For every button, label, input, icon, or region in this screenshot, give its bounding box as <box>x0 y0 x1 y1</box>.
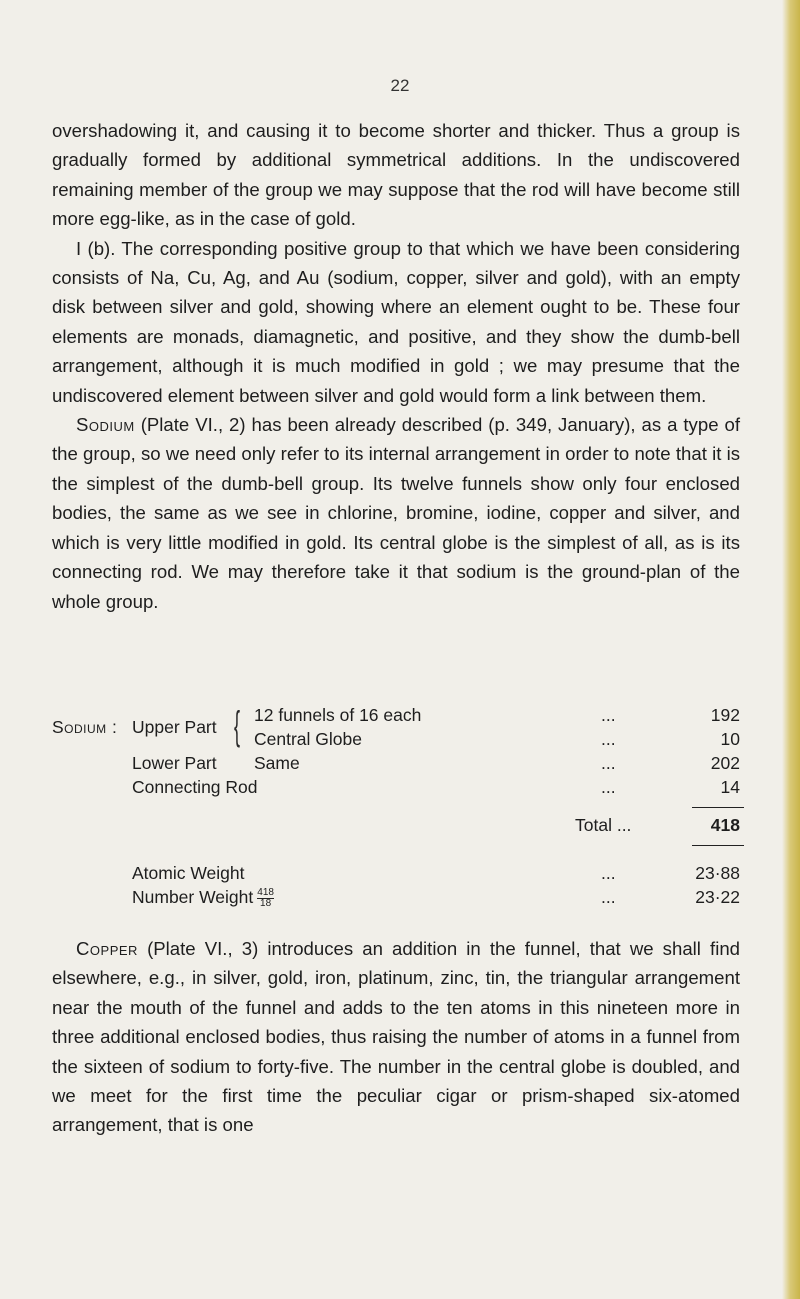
body-text <box>52 116 740 616</box>
connecting-rod-value: 14 <box>720 777 740 797</box>
copper-paragraph-text: (Plate VI., 3) introduces an addition in the funnel, that we shall find elsewhere, e.g., in silver, gold, iron, platinum, zinc, tin, the triangular arrangement near the mouth of the funnel and adds to the ten atoms in this nineteen more in three additional enclosed bodies, thus raising the number of atoms in a funnel from the sixteen of sodium to forty-five. The number in the central globe is doubled, and we meet for the first time the peculiar cigar or prism-shaped six-atomed arrangement, that is one <box>52 938 741 1136</box>
total-label: Total ... <box>575 815 632 835</box>
paragraph-2: I (b). The corresponding positive group to that which we have been considering consists of Na, Cu, Ag, and Au (sodium, copper, silver and gold), with an empty disk between silver and gold, showing where an element ought to be. These four elements are monads, diamagnetic, and positive, and they show the dumb-bell arrangement, although it is much modified in gold ; we may presume that the undiscovered element between silver and gold would form a link between them. <box>52 237 740 406</box>
upper-row-value: 192 <box>710 705 740 725</box>
page-number: 22 <box>390 76 410 95</box>
atomic-weight-label: Atomic Weight <box>132 863 245 883</box>
total-rule-row-2 <box>52 843 752 861</box>
copper-paragraph <box>52 934 740 1140</box>
number-weight-dots: ... <box>601 887 616 907</box>
upper-part-label: Upper Part <box>132 717 217 737</box>
lower-part-sub: Same <box>254 753 300 773</box>
atomic-weight-row <box>52 861 752 885</box>
upper-row-label: Central Globe <box>254 729 362 749</box>
total-rule-bottom <box>692 845 744 846</box>
paragraph-1: overshadowing it, and causing it to become shorter and thicker. Thus a group is gradually formed by additional symmetrical additions. In the undiscovered remaining member of the group we may suppose that the rod will have become still more egg-like, as in the case of gold. <box>52 120 740 230</box>
lower-part-label: Lower Part <box>132 753 217 773</box>
sodium-heading: Sodium <box>76 414 135 436</box>
copper-section <box>52 934 740 1140</box>
lower-part-row <box>52 751 752 775</box>
lower-part-dots: ... <box>601 753 616 773</box>
number-weight-label-wrap <box>132 885 274 909</box>
element-label: Sodium : <box>52 717 118 737</box>
upper-part-block <box>52 703 752 751</box>
atomic-weight-value: 23·88 <box>695 863 740 883</box>
number-weight-value: 23·22 <box>695 887 740 907</box>
total-rule <box>692 807 744 808</box>
sodium-table <box>52 703 752 909</box>
connecting-rod-label: Connecting Rod <box>132 777 258 797</box>
number-weight-label: Number Weight <box>132 887 254 907</box>
fraction-denominator: 18 <box>257 898 274 909</box>
upper-row-dots: ... <box>601 705 616 725</box>
lower-part-value: 202 <box>710 753 740 773</box>
total-value: 418 <box>710 815 740 835</box>
total-rule-row <box>52 799 752 813</box>
connecting-rod-row <box>52 775 752 799</box>
connecting-rod-dots: ... <box>601 777 616 797</box>
fraction-numerator: 418 <box>257 886 274 898</box>
total-row <box>52 813 752 843</box>
brace-icon: { <box>234 704 241 748</box>
paragraph-3-text: (Plate VI., 2) has been already described (p. 349, January), as a type of the group, so we need only refer to its internal arrangement in order to note that it is the simplest of the dumb-bell group. Its twelve funnels show only four enclosed bodies, the same as we see in chlorine, bromine, iodine, copper and silver, and which is very little modified in gold. Its central globe is the simplest of all, as is its connecting rod. We may therefore take it that sodium is the ground-plan of the whole group. <box>52 414 740 612</box>
number-weight-fraction <box>257 888 274 909</box>
upper-row-label: 12 funnels of 16 each <box>254 705 422 725</box>
copper-heading: Copper <box>76 938 138 959</box>
number-weight-row <box>52 885 752 909</box>
upper-row-dots: ... <box>601 729 616 749</box>
paragraph-3 <box>52 410 740 616</box>
page-edge <box>782 0 800 1299</box>
atomic-weight-dots: ... <box>601 863 616 883</box>
upper-row-value: 10 <box>720 729 740 749</box>
